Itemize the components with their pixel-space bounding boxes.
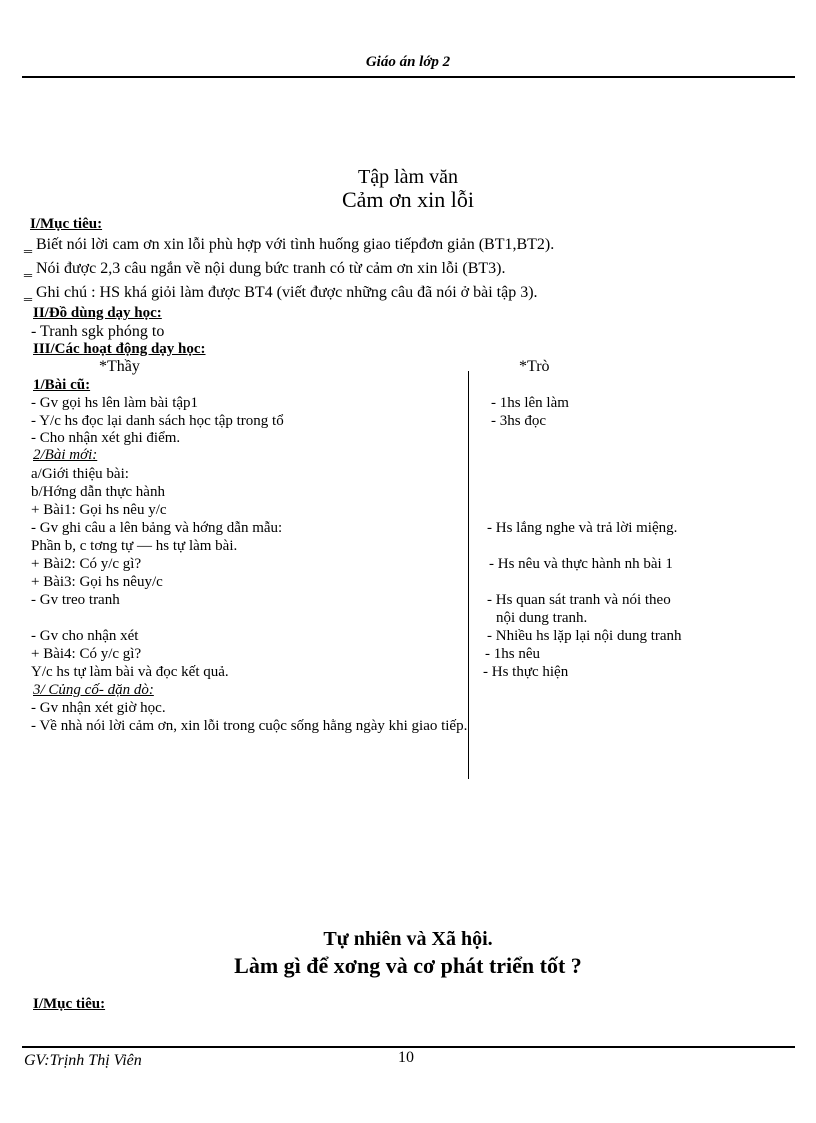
review-heading: 3/ Củng cố- dặn dò: xyxy=(33,682,154,698)
column-student: *Trò xyxy=(519,358,550,375)
bullet: ‗ xyxy=(24,284,36,301)
new-lesson-heading: 2/Bài mới: xyxy=(33,447,98,463)
student-line: - Hs thực hiện xyxy=(483,664,569,680)
student-line: - Hs quan sát tranh và nói theo xyxy=(487,592,671,608)
objectives-heading: I/Mục tiêu: xyxy=(30,216,103,232)
materials-text: - Tranh sgk phóng to xyxy=(31,323,165,340)
student-line: - 3hs đọc xyxy=(491,413,546,429)
teacher-line: - Gv gọi hs lên làm bài tập1 xyxy=(31,395,199,411)
teacher-line: - Gv ghi câu a lên bảng và hớng dẫn mẫu: xyxy=(31,520,283,536)
header-rule xyxy=(22,76,795,78)
page-header-title: Giáo án lớp 2 xyxy=(365,54,451,70)
student-line: - Hs lắng nghe và trả lời miệng. xyxy=(487,520,678,536)
lesson2-title: Làm gì để xơng và cơ phát triển tốt ? xyxy=(234,953,582,978)
teacher-line: + Bài4: Có y/c gì? xyxy=(31,646,142,662)
objective-item: ‗ Biết nói lời cam ơn xin lỗi phù hợp với tình huống giao tiếpđơn giản (BT1,BT2). xyxy=(24,236,555,253)
teacher-line: b/Hớng dẫn thực hành xyxy=(31,484,165,500)
objective-item: ‗ Ghi chú : HS khá giỏi làm được BT4 (viết được những câu đã nói ở bài tập 3). xyxy=(24,284,538,301)
student-line: - Nhiều hs lặp lại nội dung tranh xyxy=(487,628,682,644)
activities-heading: III/Các hoạt động dạy học: xyxy=(33,341,206,357)
column-divider xyxy=(468,371,469,779)
teacher-line: - Cho nhận xét ghi điểm. xyxy=(31,430,181,446)
student-line: - 1hs lên làm xyxy=(491,395,569,411)
teacher-line: a/Giới thiệu bài: xyxy=(31,466,129,482)
teacher-line: - Y/c hs đọc lại danh sách học tập trong tổ xyxy=(31,413,284,429)
teacher-line: Y/c hs tự làm bài và đọc kết quả. xyxy=(31,664,229,680)
teacher-line: - Gv cho nhận xét xyxy=(31,628,139,644)
teacher-line: Phần b, c tơng tự — hs tự làm bài. xyxy=(31,538,238,554)
materials-heading: II/Đồ dùng dạy học: xyxy=(33,305,162,321)
footer-teacher-name: GV:Trịnh Thị Viên xyxy=(24,1052,142,1069)
objective-item: ‗ Nói được 2,3 câu ngắn về nội dung bức tranh có từ cảm ơn xin lỗi (BT3). xyxy=(24,260,506,277)
teacher-line: - Gv treo tranh xyxy=(31,592,120,608)
lesson-subject: Tập làm văn xyxy=(358,166,458,188)
lesson-title: Cảm ơn xin lỗi xyxy=(341,187,475,212)
lesson2-objectives-heading: I/Mục tiêu: xyxy=(33,996,106,1012)
student-line: - 1hs nêu xyxy=(485,646,540,662)
teacher-line: + Bài1: Gọi hs nêu y/c xyxy=(31,502,167,518)
footer-rule xyxy=(22,1046,795,1048)
lesson2-subject: Tự nhiên và Xã hội. xyxy=(323,928,493,950)
review-line: - Về nhà nói lời cảm ơn, xin lỗi trong cuộc sống hằng ngày khi giao tiếp. xyxy=(31,718,468,734)
column-teacher: *Thầy xyxy=(99,358,140,375)
teacher-line: + Bài2: Có y/c gì? xyxy=(31,556,142,572)
student-line: - Hs nêu và thực hành nh bài 1 xyxy=(489,556,673,572)
old-lesson-heading: 1/Bài cũ: xyxy=(33,377,91,393)
review-line: - Gv nhận xét giờ học. xyxy=(31,700,166,716)
page-number: 10 xyxy=(398,1049,414,1066)
teacher-line: + Bài3: Gọi hs nêuy/c xyxy=(31,574,163,590)
student-line: nội dung tranh. xyxy=(496,610,588,626)
bullet: ‗ xyxy=(24,236,36,253)
bullet: ‗ xyxy=(24,260,36,277)
